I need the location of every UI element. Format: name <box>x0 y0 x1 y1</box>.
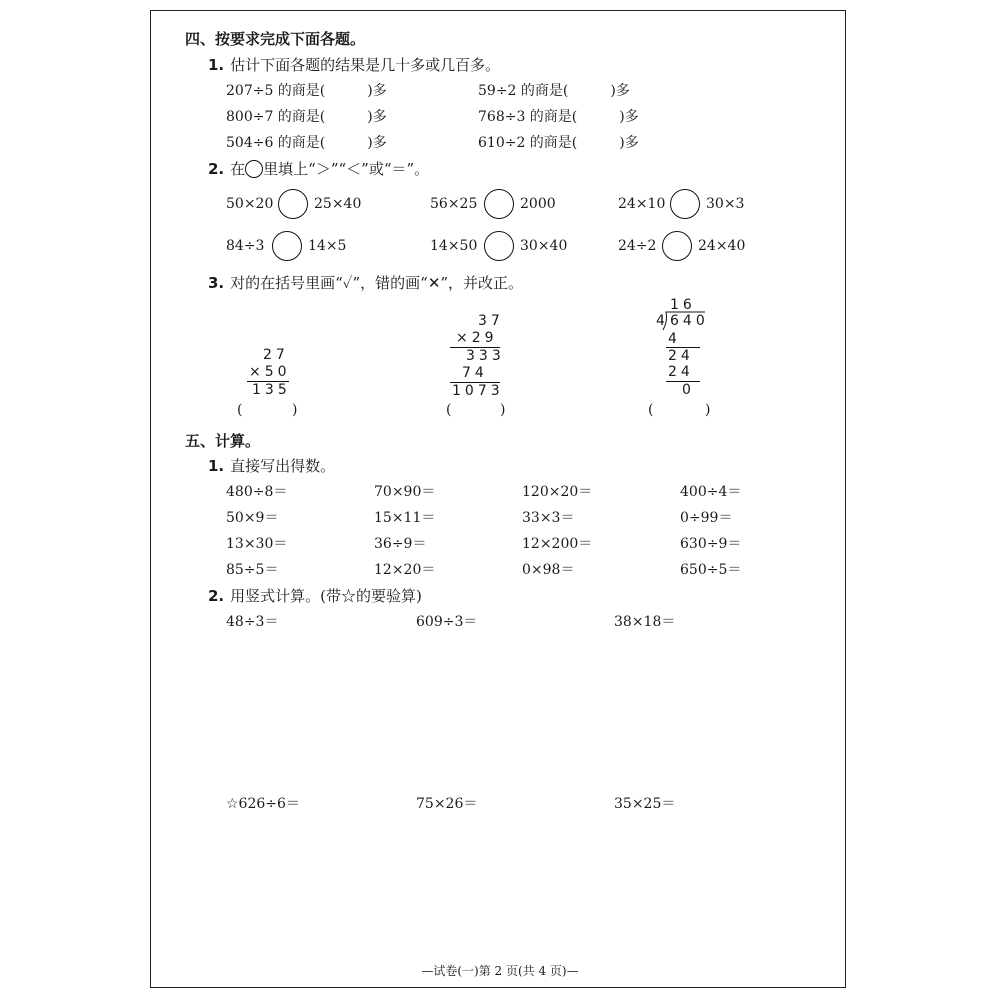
mental-calc-item: 85÷5＝ <box>226 562 279 578</box>
compare-left: 24×10 <box>618 196 666 212</box>
answer-paren-close: ) <box>500 402 506 418</box>
mental-calc-item: 0×98＝ <box>522 562 575 578</box>
question-text: 估计下面各题的结果是几十多或几百多。 <box>230 56 501 74</box>
calc-step: 4 <box>668 331 681 347</box>
compare-circle[interactable] <box>662 231 692 261</box>
answer-blank[interactable] <box>246 401 290 419</box>
question-4-1 <box>208 54 500 75</box>
section-4-title: 四、按要求完成下面各题。 <box>185 30 366 48</box>
column-calc-item: 38×18＝ <box>614 614 676 630</box>
question-text-pre: 在 <box>230 160 246 178</box>
circle-icon <box>245 160 263 178</box>
question-number: 1. <box>208 457 225 475</box>
compare-circle[interactable] <box>670 189 700 219</box>
answer-blank[interactable] <box>657 401 701 419</box>
calc-multiplier: ×29 <box>456 330 498 346</box>
mental-calc-item: 33×3＝ <box>522 510 575 526</box>
mental-calc-item: 650÷5＝ <box>680 562 742 578</box>
compare-left: 14×50 <box>430 238 478 254</box>
compare-circle[interactable] <box>484 189 514 219</box>
compare-left: 24÷2 <box>618 238 657 254</box>
column-calc-item: 609÷3＝ <box>416 614 478 630</box>
estimate-item: 59÷2 的商是( )多 <box>478 83 630 99</box>
compare-right: 25×40 <box>314 196 362 212</box>
mental-calc-item: 0÷99＝ <box>680 510 733 526</box>
estimate-item: 610÷2 的商是( )多 <box>478 135 639 151</box>
compare-circle[interactable] <box>484 231 514 261</box>
question-text: 直接写出得数。 <box>230 457 336 475</box>
compare-right: 2000 <box>520 196 556 212</box>
question-5-2 <box>208 585 422 606</box>
answer-paren-open: ( <box>446 402 452 418</box>
page-footer: —试卷(一)第 2 页(共 4 页)— <box>421 964 579 978</box>
calc-multiplier: ×50 <box>249 364 291 380</box>
mental-calc-item: 13×30＝ <box>226 536 288 552</box>
question-number: 2. <box>208 587 225 605</box>
estimate-item: 207÷5 的商是( )多 <box>226 83 387 99</box>
calc-divisor: 4 <box>656 313 665 329</box>
compare-circle[interactable] <box>278 189 308 219</box>
mental-calc-item: 15×11＝ <box>374 510 436 526</box>
answer-paren-close: ) <box>705 402 711 418</box>
answer-paren-open: ( <box>648 402 654 418</box>
compare-right: 24×40 <box>698 238 746 254</box>
question-text-post: 里填上“＞”“＜”或“＝”。 <box>263 160 430 178</box>
question-number: 2. <box>208 160 225 178</box>
mental-calc-item: 120×20＝ <box>522 484 593 500</box>
mental-calc-item: 400÷4＝ <box>680 484 742 500</box>
mental-calc-item: 12×20＝ <box>374 562 436 578</box>
mental-calc-item: 70×90＝ <box>374 484 436 500</box>
question-4-3 <box>208 272 523 293</box>
calc-result: 1073 <box>452 383 504 399</box>
calc-multiplicand: 37 <box>478 313 504 329</box>
mental-calc-item: 480÷8＝ <box>226 484 288 500</box>
question-4-2 <box>208 158 429 179</box>
calc-step: 24 <box>668 364 694 380</box>
question-number: 3. <box>208 274 225 292</box>
compare-right: 30×3 <box>706 196 745 212</box>
compare-right: 30×40 <box>520 238 568 254</box>
column-calc-item: 48÷3＝ <box>226 614 279 630</box>
estimate-item: 504÷6 的商是( )多 <box>226 135 387 151</box>
estimate-item: 768÷3 的商是( )多 <box>478 109 639 125</box>
mental-calc-item: 36÷9＝ <box>374 536 427 552</box>
calc-multiplicand: 27 <box>263 347 289 363</box>
calc-step: 24 <box>668 348 694 364</box>
compare-left: 56×25 <box>430 196 478 212</box>
calc-remainder: 0 <box>682 382 695 398</box>
calc-partial-2: 74 <box>462 365 488 381</box>
compare-circle[interactable] <box>272 231 302 261</box>
answer-blank[interactable] <box>455 401 499 419</box>
question-text: 用竖式计算。(带☆的要验算) <box>230 587 422 605</box>
column-calc-item: ☆626÷6＝ <box>226 796 300 812</box>
calc-result: 135 <box>252 382 291 398</box>
compare-right: 14×5 <box>308 238 347 254</box>
section-5-title: 五、计算。 <box>185 432 261 450</box>
calc-partial-1: 333 <box>466 348 505 364</box>
mental-calc-item: 50×9＝ <box>226 510 279 526</box>
answer-paren-open: ( <box>237 402 243 418</box>
column-calc-item: 35×25＝ <box>614 796 676 812</box>
compare-left: 84÷3 <box>226 238 265 254</box>
mental-calc-item: 630÷9＝ <box>680 536 742 552</box>
question-5-1 <box>208 455 335 476</box>
column-calc-item: 75×26＝ <box>416 796 478 812</box>
answer-paren-close: ) <box>292 402 298 418</box>
mental-calc-item: 12×200＝ <box>522 536 593 552</box>
calc-quotient: 16 <box>670 297 696 313</box>
question-text: 对的在括号里画“✓”，错的画“✕”，并改正。 <box>230 274 524 292</box>
compare-left: 50×20 <box>226 196 274 212</box>
question-number: 1. <box>208 56 225 74</box>
estimate-item: 800÷7 的商是( )多 <box>226 109 387 125</box>
calc-dividend: 640 <box>670 313 709 329</box>
